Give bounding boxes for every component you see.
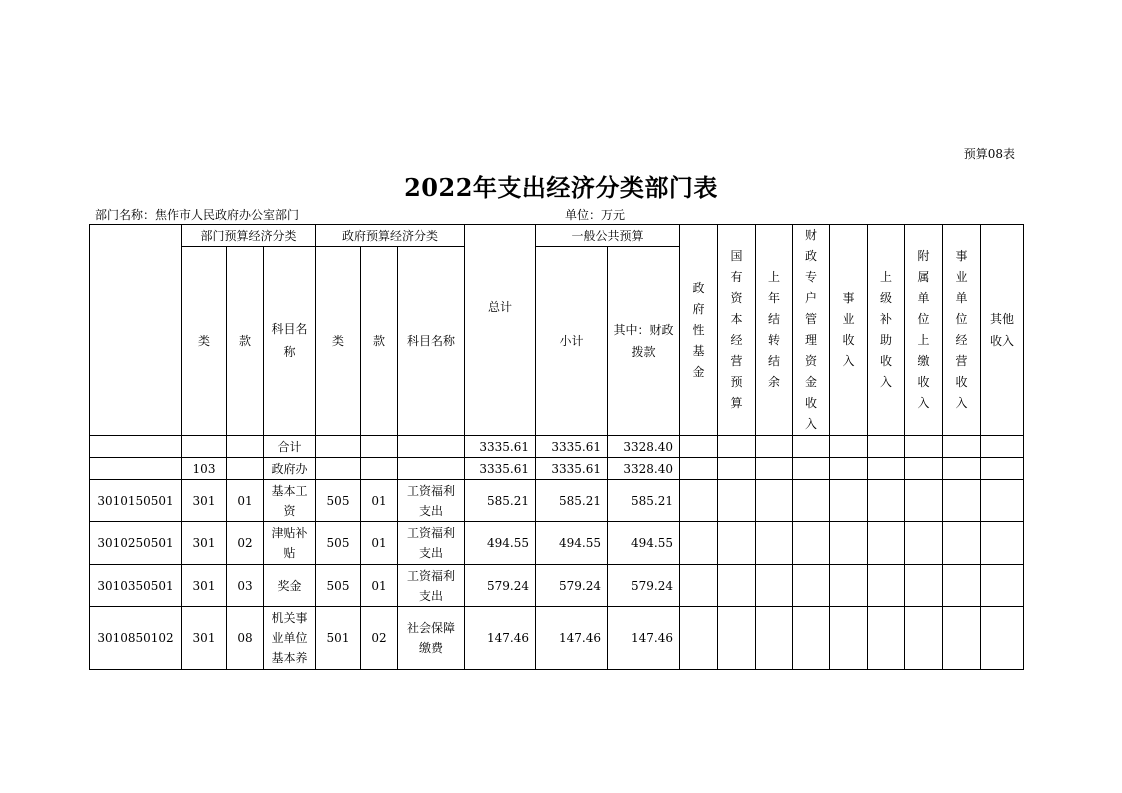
header-gov-kuan: 款 [361, 247, 398, 436]
department-name-label: 部门名称：焦作市人民政府办公室部门 [95, 208, 300, 222]
row-total: 579.24 [465, 565, 536, 607]
header-other-income: 其他收入 [981, 225, 1024, 436]
row-empty-cell [718, 458, 756, 480]
row-code: 3010250501 [90, 522, 182, 565]
row-empty-cell [905, 565, 943, 607]
row-dept-kuan [227, 436, 264, 458]
row-empty-cell [793, 522, 830, 565]
row-empty-cell [793, 458, 830, 480]
row-empty-cell [718, 480, 756, 522]
header-general-public: 一般公共预算 [536, 225, 680, 247]
row-dept-lei [182, 436, 227, 458]
header-code [90, 225, 182, 436]
row-gov-kuan: 01 [361, 565, 398, 607]
header-prev-carryover: 上年结转结余 [756, 225, 793, 436]
row-empty-cell [868, 607, 905, 670]
row-total: 147.46 [465, 607, 536, 670]
header-row-1 [90, 225, 1024, 247]
row-empty-cell [943, 480, 981, 522]
unit-label: 单位：万元 [565, 208, 626, 222]
row-empty-cell [680, 480, 718, 522]
row-total: 494.55 [465, 522, 536, 565]
header-dept-lei: 类 [182, 247, 227, 436]
row-empty-cell [680, 436, 718, 458]
row-empty-cell [981, 458, 1024, 480]
row-fiscal: 585.21 [608, 480, 680, 522]
row-empty-cell [756, 458, 793, 480]
row-empty-cell [943, 607, 981, 670]
header-state-capital: 国有资本经营预算 [718, 225, 756, 436]
row-empty-cell [981, 522, 1024, 565]
header-gov-fund: 政府性基金 [680, 225, 718, 436]
row-code: 3010850102 [90, 607, 182, 670]
header-total: 总计 [465, 225, 536, 436]
row-empty-cell [981, 607, 1024, 670]
row-gov-kuan: 01 [361, 480, 398, 522]
row-dept-lei: 301 [182, 565, 227, 607]
row-gov-lei: 505 [316, 565, 361, 607]
row-empty-cell [830, 480, 868, 522]
row-fiscal: 3328.40 [608, 436, 680, 458]
row-dept-lei: 103 [182, 458, 227, 480]
row-gov-subject: 工资福利支出 [398, 480, 465, 522]
row-subtotal: 3335.61 [536, 458, 608, 480]
table-row [90, 522, 1024, 565]
row-empty-cell [830, 458, 868, 480]
table-row [90, 436, 1024, 458]
row-fiscal: 147.46 [608, 607, 680, 670]
row-empty-cell [830, 565, 868, 607]
header-gov-subject: 科目名称 [398, 247, 465, 436]
header-fiscal-alloc: 其中：财政拨款 [608, 247, 680, 436]
row-empty-cell [868, 565, 905, 607]
row-total: 3335.61 [465, 436, 536, 458]
row-empty-cell [793, 607, 830, 670]
row-empty-cell [718, 607, 756, 670]
table-number: 预算08表 [963, 147, 1015, 161]
row-empty-cell [756, 565, 793, 607]
row-dept-kuan: 08 [227, 607, 264, 670]
table-row [90, 607, 1024, 670]
row-dept-kuan: 03 [227, 565, 264, 607]
row-dept-subject: 津贴补贴 [264, 522, 316, 565]
row-empty-cell [793, 480, 830, 522]
row-gov-kuan: 02 [361, 607, 398, 670]
row-empty-cell [680, 565, 718, 607]
row-dept-kuan: 01 [227, 480, 264, 522]
row-subtotal: 494.55 [536, 522, 608, 565]
row-empty-cell [793, 436, 830, 458]
row-code [90, 436, 182, 458]
row-empty-cell [868, 458, 905, 480]
page-title: 2022年支出经济分类部门表 [404, 173, 718, 202]
header-affiliated-income: 附属单位上缴收入 [905, 225, 943, 436]
table-row [90, 480, 1024, 522]
row-gov-kuan [361, 458, 398, 480]
row-gov-lei: 505 [316, 480, 361, 522]
row-subtotal: 147.46 [536, 607, 608, 670]
row-code: 3010150501 [90, 480, 182, 522]
row-dept-subject: 政府办 [264, 458, 316, 480]
row-dept-lei: 301 [182, 522, 227, 565]
header-dept-econ: 部门预算经济分类 [182, 225, 316, 247]
row-gov-lei [316, 458, 361, 480]
row-empty-cell [718, 522, 756, 565]
row-empty-cell [718, 565, 756, 607]
row-empty-cell [756, 607, 793, 670]
row-total: 585.21 [465, 480, 536, 522]
row-empty-cell [943, 565, 981, 607]
row-empty-cell [680, 607, 718, 670]
row-gov-lei: 505 [316, 522, 361, 565]
row-subtotal: 3335.61 [536, 436, 608, 458]
header-dept-subject: 科目名称 [264, 247, 316, 436]
row-fiscal: 579.24 [608, 565, 680, 607]
header-gov-lei: 类 [316, 247, 361, 436]
row-code [90, 458, 182, 480]
row-gov-subject [398, 436, 465, 458]
row-empty-cell [793, 565, 830, 607]
row-empty-cell [905, 436, 943, 458]
header-operating-income: 事业单位经营收入 [943, 225, 981, 436]
row-dept-lei: 301 [182, 607, 227, 670]
row-dept-subject: 奖金 [264, 565, 316, 607]
row-empty-cell [680, 522, 718, 565]
row-gov-kuan [361, 436, 398, 458]
row-code: 3010350501 [90, 565, 182, 607]
row-subtotal: 579.24 [536, 565, 608, 607]
table-row [90, 458, 1024, 480]
row-empty-cell [868, 480, 905, 522]
row-gov-subject [398, 458, 465, 480]
row-empty-cell [905, 607, 943, 670]
row-empty-cell [718, 436, 756, 458]
row-gov-kuan: 01 [361, 522, 398, 565]
row-dept-subject: 机关事业单位基本养 [264, 607, 316, 670]
expenditure-table [89, 224, 1024, 670]
header-special-mgmt: 财政专户管理资金收入 [793, 225, 830, 436]
row-empty-cell [830, 607, 868, 670]
row-dept-subject: 合计 [264, 436, 316, 458]
row-empty-cell [830, 522, 868, 565]
row-empty-cell [868, 522, 905, 565]
header-business-income: 事业收入 [830, 225, 868, 436]
header-gov-econ: 政府预算经济分类 [316, 225, 465, 247]
row-empty-cell [943, 458, 981, 480]
row-gov-lei: 501 [316, 607, 361, 670]
row-empty-cell [680, 458, 718, 480]
row-empty-cell [756, 522, 793, 565]
header-dept-kuan: 款 [227, 247, 264, 436]
row-empty-cell [981, 480, 1024, 522]
row-empty-cell [981, 436, 1024, 458]
row-dept-lei: 301 [182, 480, 227, 522]
header-higher-subsidy: 上级补助收入 [868, 225, 905, 436]
row-gov-subject: 社会保障缴费 [398, 607, 465, 670]
row-empty-cell [905, 480, 943, 522]
row-dept-kuan: 02 [227, 522, 264, 565]
row-fiscal: 494.55 [608, 522, 680, 565]
row-empty-cell [868, 436, 905, 458]
row-empty-cell [830, 436, 868, 458]
row-empty-cell [756, 480, 793, 522]
row-gov-lei [316, 436, 361, 458]
row-gov-subject: 工资福利支出 [398, 522, 465, 565]
row-fiscal: 3328.40 [608, 458, 680, 480]
row-empty-cell [943, 436, 981, 458]
row-gov-subject: 工资福利支出 [398, 565, 465, 607]
row-empty-cell [905, 522, 943, 565]
row-dept-subject: 基本工资 [264, 480, 316, 522]
table-row [90, 565, 1024, 607]
row-subtotal: 585.21 [536, 480, 608, 522]
header-subtotal: 小计 [536, 247, 608, 436]
row-empty-cell [905, 458, 943, 480]
row-total: 3335.61 [465, 458, 536, 480]
row-empty-cell [981, 565, 1024, 607]
row-dept-kuan [227, 458, 264, 480]
row-empty-cell [756, 436, 793, 458]
row-empty-cell [943, 522, 981, 565]
